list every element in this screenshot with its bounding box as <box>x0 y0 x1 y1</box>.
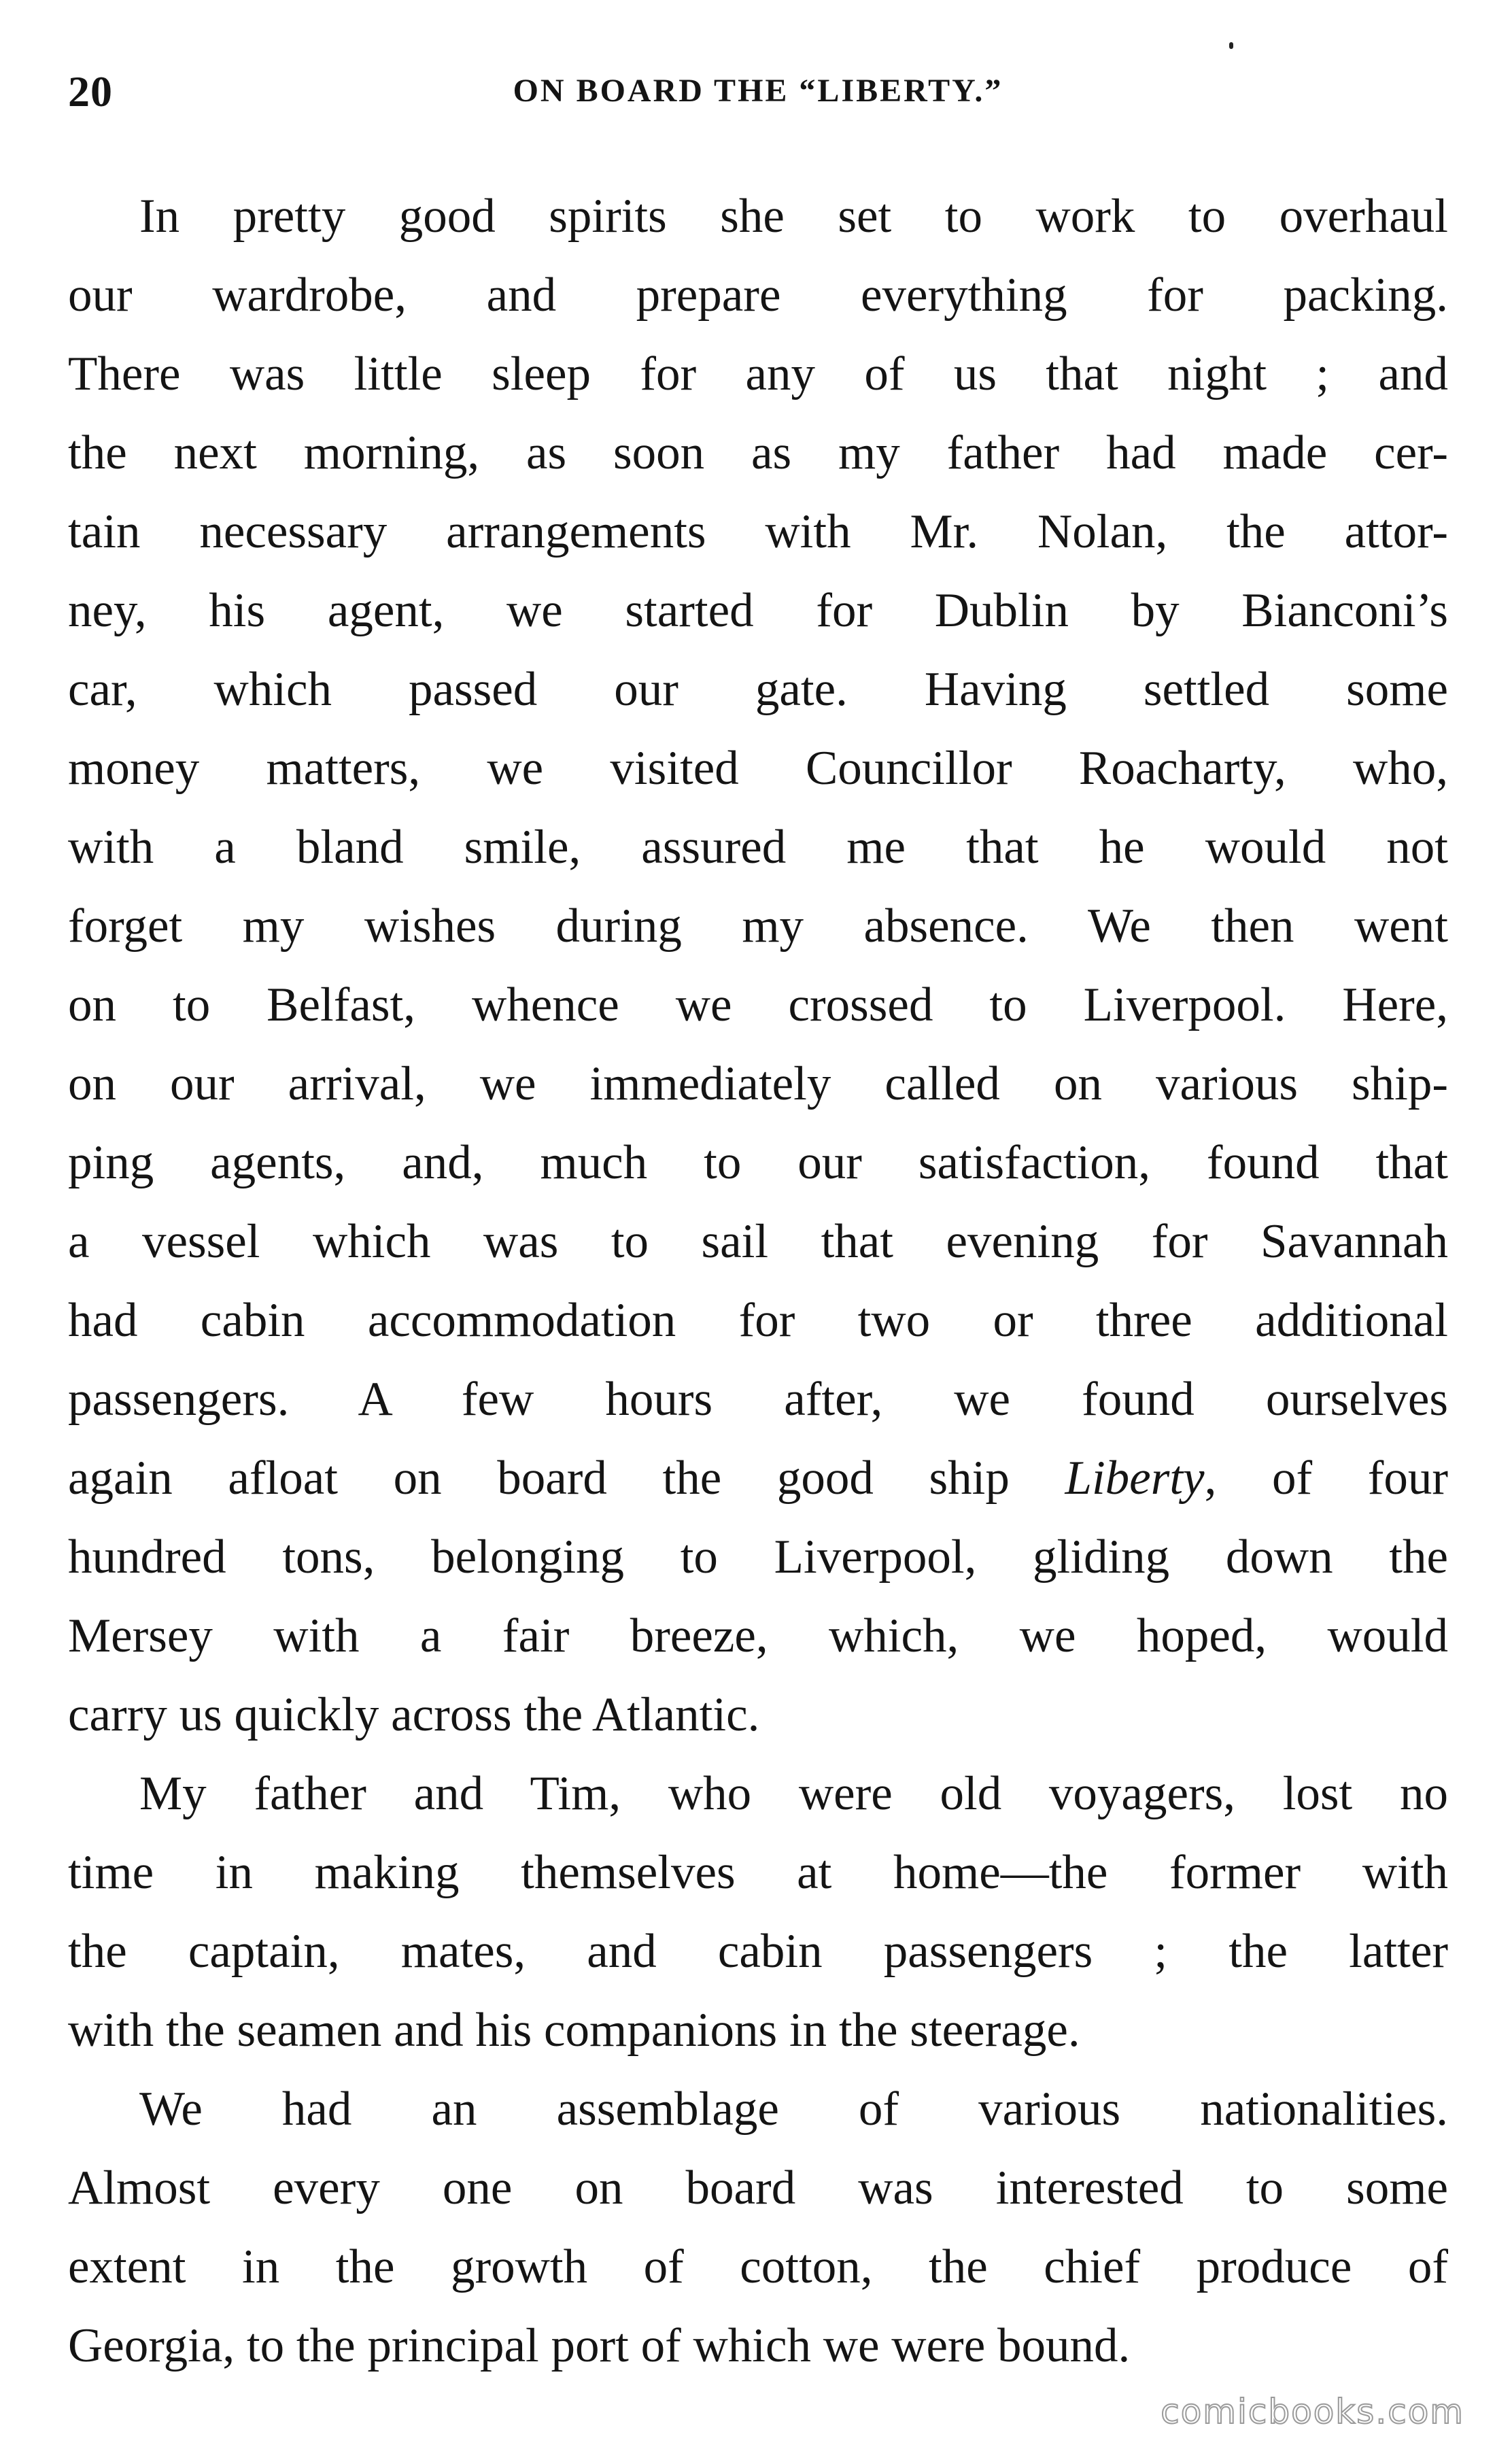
page-number: 20 <box>68 67 113 116</box>
text-line: tain necessary arrangements with Mr. Nolan, the attor- <box>68 505 1448 558</box>
text-line: ney, his agent, we started for Dublin by Bianconi’s <box>68 584 1448 637</box>
paragraph <box>68 1754 1448 2070</box>
text-line: In pretty good spirits she set to work to overhaul <box>139 190 1448 243</box>
text-line: a vessel which was to sail that evening for Savannah <box>68 1215 1448 1268</box>
text-line: time in making themselves at home—the former with <box>68 1846 1448 1899</box>
text-line: on to Belfast, whence we crossed to Liverpool. Here, <box>68 978 1448 1031</box>
ship-name: Liberty <box>1065 1452 1205 1505</box>
text-line: on our arrival, we immediately called on various ship- <box>68 1057 1448 1110</box>
ink-speck <box>1229 42 1233 49</box>
text-line: car, which passed our gate. Having settled some <box>68 663 1448 716</box>
text-line: hundred tons, belonging to Liverpool, gliding down the <box>68 1530 1448 1584</box>
body-text <box>68 177 1448 2385</box>
page-header <box>68 67 1448 121</box>
text-line: money matters, we visited Councillor Roacharty, who, <box>68 742 1448 795</box>
running-head: ON BOARD THE “LIBERTY.” <box>513 73 1003 109</box>
text-line: with a bland smile, assured me that he would not <box>68 821 1448 874</box>
text-line: carry us quickly across the Atlantic. <box>68 1688 760 1741</box>
text-line: Almost every one on board was interested to some <box>68 2161 1448 2214</box>
text-line: We had an assemblage of various nationalities. <box>139 2083 1448 2136</box>
text-line: with the seamen and his companions in the steerage. <box>68 2004 1080 2057</box>
watermark: comicbooks.com <box>1161 2392 1464 2431</box>
text-line: had cabin accommodation for two or three additional <box>68 1294 1448 1347</box>
text-line: our wardrobe, and prepare everything for packing. <box>68 269 1448 322</box>
text-line: extent in the growth of cotton, the chief produce of <box>68 2240 1448 2293</box>
text-line: My father and Tim, who were old voyagers, lost no <box>139 1767 1448 1820</box>
text-line: passengers. A few hours after, we found ourselves <box>68 1373 1448 1426</box>
text-line: the next morning, as soon as my father had made cer- <box>68 426 1448 479</box>
text-line: again afloat on board the good ship Liberty, of four <box>68 1452 1448 1505</box>
text-line: Mersey with a fair breeze, which, we hoped, would <box>68 1609 1448 1662</box>
text-line: Georgia, to the principal port of which we were bound. <box>68 2319 1131 2372</box>
text-line: There was little sleep for any of us that night ; and <box>68 347 1448 400</box>
text-line: ping agents, and, much to our satisfaction, found that <box>68 1136 1448 1189</box>
text-line: the captain, mates, and cabin passengers ; the latter <box>68 1925 1448 1978</box>
text-line: forget my wishes during my absence. We then went <box>68 900 1448 953</box>
paragraph <box>68 2070 1448 2385</box>
paragraph <box>68 177 1448 1754</box>
